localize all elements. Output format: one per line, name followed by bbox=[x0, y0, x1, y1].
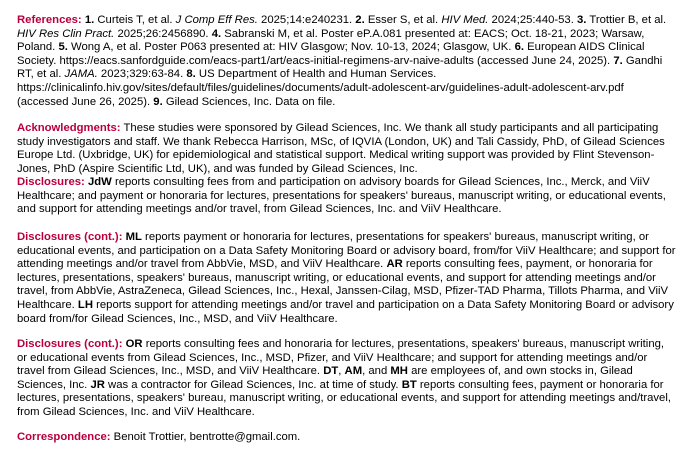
reference-number: 4. bbox=[211, 27, 222, 40]
reference-text: Wong A, et al. Poster P063 presented at: HIV Glasgow; Nov. 10-13, 2024; Glasgow, UK. bbox=[67, 41, 515, 54]
reference-text: Esser S, et al. bbox=[364, 14, 442, 26]
disclosure-text: are employees of, and own stocks in, Gilead Sciences, Inc. bbox=[17, 365, 633, 391]
author-initials: JR bbox=[90, 378, 105, 391]
disclosure-text: , and bbox=[362, 365, 391, 378]
reference-number: 1. bbox=[84, 14, 95, 26]
reference-text: Trottier B, et al. bbox=[586, 14, 667, 26]
author-initials: AM bbox=[344, 365, 363, 378]
reference-number: 3. bbox=[577, 14, 587, 26]
reference-text: Gandhi RT, et al. bbox=[17, 54, 663, 81]
reference-item bbox=[85, 14, 355, 26]
disclosure-text: reports consulting fees, payment, or honoraria for lectures, presentations, speakers' bureaus, manuscript writing, or educational events, and support for attending meetings and/or travel, from AbbVie, AstraZeneca, Gilead Sciences, Inc., Hexal, Janssen-Cilag, MSD, Pfizer-TAD Pharma, Tillots Pharma, and ViiV Healthcare. bbox=[17, 258, 669, 311]
reference-journal: HIV Med. bbox=[441, 14, 489, 26]
disclosure-text: reports consulting fees and honoraria for lectures, presentations, speakers' bureaus, manuscript writing, or educational events from Gilead Sciences, Inc., MSD, Pfizer, and ViiV Healthcare; and support for attending meetings and/or travel from Gilead Sciences, Inc., MSD, and ViiV Healthcare. bbox=[17, 338, 665, 378]
reference-journal: JAMA. bbox=[64, 68, 98, 81]
acknowledgments-text: These studies were sponsored by Gilead Sciences, Inc. We thank all study participants and all participating study investigators and staff. We thank Rebecca Harrison, MSc, of IQVIA (London, UK) and Tali Cassidy, PhD, of Gilead Sciences Europe Ltd. (Uxbridge, UK) for epidemiological and statistical support. Medical writing support was provided by Flint Stevenson-Jones, PhD (Aspire Scientific Ltd, UK), and was funded by Gilead Sciences, Inc. bbox=[17, 122, 665, 175]
disclosure-text: was a contractor for Gilead Sciences, Inc. at time of study. bbox=[104, 378, 402, 391]
disclosures-section bbox=[17, 176, 677, 217]
disclosures-cont-body-1 bbox=[17, 231, 676, 325]
disclosures-cont-heading-2: Disclosures (cont.): bbox=[17, 338, 123, 350]
author-initials: JdW bbox=[87, 176, 112, 188]
reference-citation: 2024;25:440-53. bbox=[488, 14, 577, 26]
reference-text: US Department of Health and Human Services. https://clinicalinfo.hiv.gov/sites/default/files/guidelines/documents/adult-adolescent-arv/guidelines-adult-adolescent-arv.pdf (accessed June 26, 2025). bbox=[17, 68, 624, 108]
author-initials: MH bbox=[390, 365, 408, 378]
reference-item bbox=[153, 96, 335, 108]
acknowledgments-heading: Acknowledgments: bbox=[17, 122, 121, 134]
reference-number: 2. bbox=[355, 14, 365, 26]
author-initials: AR bbox=[386, 258, 403, 271]
reference-citation: 2025;26:2456890. bbox=[114, 27, 212, 40]
references-heading: References: bbox=[17, 14, 82, 26]
author-initials: DT bbox=[323, 365, 339, 378]
references-list bbox=[17, 14, 666, 108]
reference-citation: 2025;14:e240231. bbox=[257, 14, 356, 26]
reference-text: European AIDS Clinical Society. https://eacs.sanfordguide.com/eacs-part1/art/eacs-initial-regimens-arv-naive-adults (accessed June 24, 2025). bbox=[17, 41, 645, 67]
author-initials: OR bbox=[125, 338, 143, 350]
correspondence-heading: Correspondence: bbox=[17, 431, 111, 443]
reference-number: 5. bbox=[58, 41, 68, 54]
reference-item bbox=[355, 14, 577, 26]
disclosure-text: , bbox=[338, 365, 345, 378]
disclosures-cont-heading-1: Disclosures (cont.): bbox=[17, 231, 123, 243]
reference-number: 7. bbox=[613, 54, 623, 67]
reference-number: 9. bbox=[153, 95, 163, 108]
correspondence-section bbox=[17, 431, 677, 445]
disclosure-text: reports support for attending meetings and/or travel and participation on a Data Safety Monitoring Board or advisory board from/for Gilead Sciences, Inc., MSD, and ViiV Healthcare. bbox=[17, 298, 674, 325]
reference-number: 6. bbox=[514, 41, 524, 54]
correspondence-text: Benoit Trottier, bentrotte@gmail.com. bbox=[110, 431, 301, 443]
reference-number: 8. bbox=[186, 68, 196, 81]
disclosure-text: reports consulting fees, payment or honoraria for lectures, presentations, speakers' bureau, manuscript writing, or educational events, and support for attending meetings and/travel, from Gilead Sciences, Inc. and ViiV Healthcare. bbox=[17, 378, 671, 418]
reference-item bbox=[58, 41, 514, 53]
author-initials: ML bbox=[125, 231, 142, 243]
author-initials: BT bbox=[401, 378, 417, 391]
disclosures-body bbox=[17, 176, 666, 215]
references-section bbox=[17, 14, 677, 109]
author-initials: LH bbox=[77, 298, 93, 311]
disclosures-cont-section-2 bbox=[17, 338, 677, 420]
disclosure-text: reports consulting fees from and participation on advisory boards for Gilead Sciences, Inc., Merck, and ViiV Healthcare; and payment or honoraria for lectures, presentations for speakers' bureaus, manuscript writing, or educational events, and support for attending meetings and/or travel, from Gilead Sciences, Inc. and ViiV Healthcare. bbox=[17, 176, 666, 216]
reference-journal: J Comp Eff Res. bbox=[175, 14, 258, 26]
reference-text: Curteis T, et al. bbox=[94, 14, 176, 26]
reference-text: Gilead Sciences, Inc. Data on file. bbox=[162, 95, 336, 108]
reference-journal: HIV Res Clin Pract. bbox=[17, 27, 115, 40]
reference-text: Sabranski M, et al. Poster eP.A.081 presented at: EACS; Oct. 18-21, 2023; Warsaw, Poland. bbox=[17, 27, 645, 54]
acknowledgments-section bbox=[17, 122, 677, 176]
disclosures-cont-section-1 bbox=[17, 231, 677, 326]
disclosures-heading: Disclosures: bbox=[17, 176, 85, 188]
reference-citation: 2023;329:63-84. bbox=[97, 68, 187, 81]
disclosure-text: reports payment or honoraria for lectures, presentations for speakers' bureaus, manuscript writing, or educational events, and participation on a Data Safety Monitoring Board or advisory board, from/for ViiV Healthcare; and support for attending meetings and/or travel from AbbVie, MSD, and ViiV Healthcare. bbox=[17, 231, 676, 271]
